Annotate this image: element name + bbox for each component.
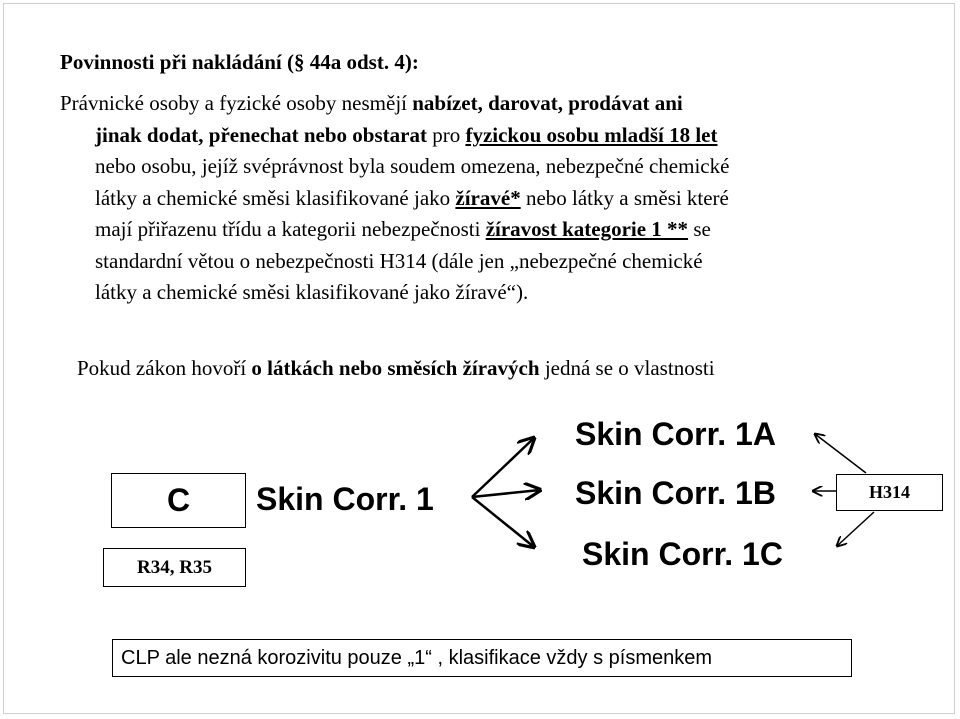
text-bold-underline: žíravost kategorie 1 ** [485, 217, 689, 241]
skin-corr-1b-label: Skin Corr. 1B [575, 475, 776, 511]
skin-corr-1c-label: Skin Corr. 1C [582, 536, 783, 572]
text-bold: jinak dodat, přenechat nebo obstarat [95, 122, 427, 147]
arrow-to-1a [472, 438, 534, 497]
text: nebo látky a směsi které [520, 185, 729, 210]
para-line-7: látky a chemické směsi klasifikované jako žíravé“). [95, 280, 529, 304]
skin-corr-1-label: Skin Corr. 1 [256, 481, 434, 517]
arrow-to-1c [472, 497, 534, 547]
text: se [688, 217, 711, 241]
text: Pokud zákon hovoří [77, 356, 252, 380]
text-bold-underline: žíravé* [455, 185, 521, 210]
para-line-3: nebo osobu, jejíž svéprávnost byla soudem omezena, nebezpečné chemické [95, 154, 730, 178]
text: pro [426, 122, 466, 147]
text-bold-underline: fyzickou osobu mladší 18 let [465, 122, 718, 147]
text: mají přiřazenu třídu a kategorii nebezpečnosti [95, 217, 486, 241]
text-bold: o látkách nebo směsích žíravých [251, 356, 540, 380]
arrow-to-1b [472, 490, 540, 497]
text: látky a chemické směsi klasifikované jako [95, 185, 456, 210]
h314-box: H314 [836, 474, 943, 511]
r-phrases-box: R34, R35 [103, 548, 246, 587]
text: jedná se o vlastnosti [539, 356, 715, 380]
para-line-6: standardní větou o nebezpečnosti H314 (dále jen „nebezpečné chemické [95, 248, 703, 273]
symbol-c-box: C [111, 473, 246, 528]
skin-corr-1a-label: Skin Corr. 1A [575, 416, 776, 452]
text: Právnické osoby a fyzické osoby nesmějí [60, 91, 413, 115]
text-bold: nabízet, darovat, prodávat ani [412, 91, 683, 115]
arrow-h314-1c [837, 512, 874, 546]
arrow-h314-1a [815, 434, 866, 473]
slide-heading: Povinnosti při nakládání (§ 44a odst. 4): [60, 50, 419, 74]
clp-note-box: CLP ale nezná korozivitu pouze „1“ , klasifikace vždy s písmenkem [112, 639, 852, 677]
